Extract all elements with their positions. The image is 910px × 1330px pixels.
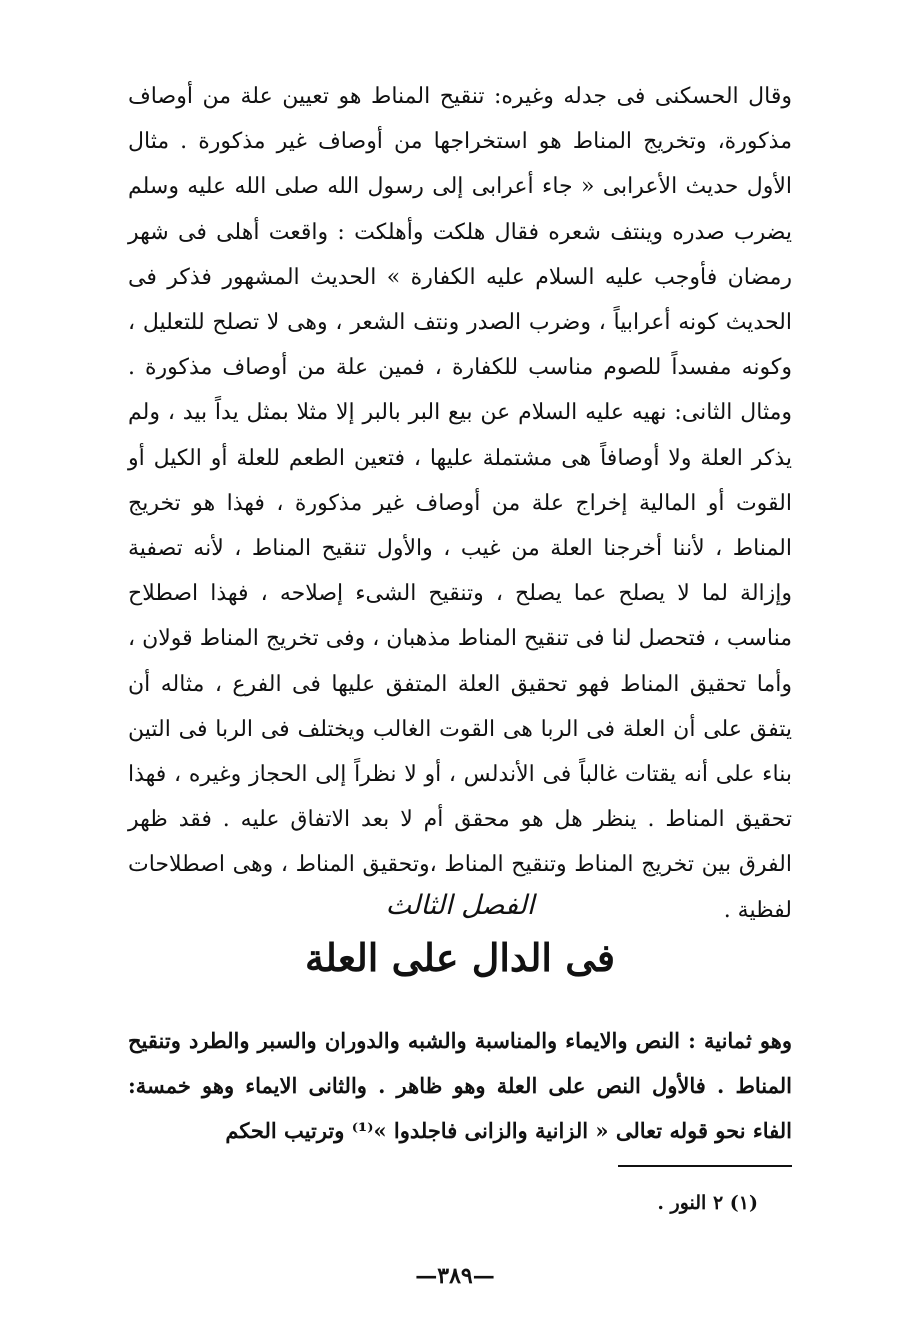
chapter-title: فى الدال على العلة xyxy=(304,935,616,980)
footnote-divider xyxy=(618,1165,792,1167)
body-paragraph: وقال الحسكنى فى جدله وغيره: تنقيح المناط هو تعيين علة من أوصاف مذكورة، وتخريج المناط هو استخراجها من أوصاف غير مذكورة . مثال الأول حديث الأعرابى « جاء أعرابى إلى رسول الله صلى الله عليه وسلم يضرب صدره وينتف شعره فقال هلكت وأهلكت : واقعت أهلى فى شهر رمضان فأوجب عليه السلام عليه الكفارة » الحديث المشهور فذكر فى الحديث كونه أعرابياً ، وضرب الصدر ونتف الشعر ، وهى لا تصلح للتعليل ، وكونه مفسداً للصوم مناسب للكفارة ، فمين علة من أوصاف مذكورة . ومثال الثانى: نهيه عليه السلام عن بيع البر بالبر إلا مثلا بمثل يداً بيد ، ولم يذكر العلة ولا أوصافاً هى مشتملة عليها ، فتعين الطعم للعلة أو الكيل أو القوت أو المالية إخراج علة من أوصاف غير مذكورة ، فهذا هو تخريج المناط ، لأننا أخرجنا العلة من غيب ، والأول تنقيح المناط ، لأنه تصفية وإزالة لما لا يصلح عما يصلح ، وتنقيح الشىء إصلاحه ، فهذا اصطلاح مناسب ، فتحصل لنا فى تنقيح المناط مذهبان ، وفى تخريج المناط قولان ، وأما تحقيق المناط فهو تحقيق العلة المتفق عليها فى الفرع ، مثاله أن يتفق على أن العلة فى الربا هى القوت الغالب ويختلف فى الربا فى التين بناء على أنه يقتات غالباً فى الأندلس ، أو لا نظراً إلى الحجاز وغيره ، فهذا تحقيق المناط . ينظر هل هو محقق أم لا بعد الاتفاق عليه . فقد ظهر الفرق بين تخريج المناط وتنقيح المناط ،وتحقيق المناط ، وهى اصطلاحات لفظية . xyxy=(128,84,792,923)
chapter-heading xyxy=(128,882,792,986)
section-paragraph: وهو ثمانية : النص والايماء والمناسبة والشبه والدوران والسبر والطرد وتنقيح المناط . فالأول النص على العلة وهو ظاهر . والثانى الايماء وهو خمسة: الفاء نحو قوله تعالى « الزانية والزانى فاجلدوا »⁽¹⁾ وترتيب الحكم xyxy=(128,1028,792,1143)
chapter-label: الفصل الثالث xyxy=(385,890,535,921)
footnote: (١) ٢ النور . xyxy=(657,1192,758,1214)
page-number: —٣٨٩— xyxy=(415,1263,495,1289)
section-text-block xyxy=(128,1018,792,1153)
main-text-block xyxy=(128,74,792,933)
